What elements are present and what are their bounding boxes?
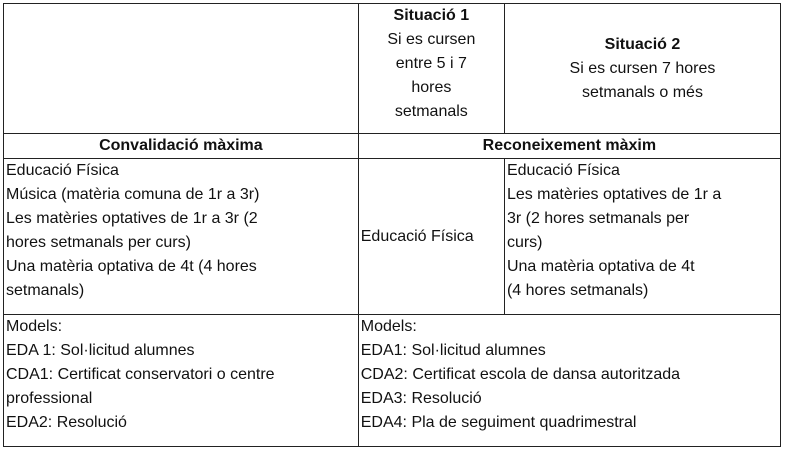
models-item: CDA1: Certificat conservatori o centre bbox=[6, 366, 275, 383]
subject-item: Les matèries optatives de 1r a 3r (2 bbox=[6, 210, 258, 227]
situacio-2-title: Situació 2 bbox=[604, 35, 681, 53]
situacio-1-desc-line: entre 5 i 7 bbox=[395, 55, 467, 72]
subject-item: curs) bbox=[506, 234, 543, 251]
situacio-1-title: Situació 1 bbox=[393, 7, 470, 24]
situacio-2-desc-line: setmanals o més bbox=[582, 83, 703, 101]
subject-item: setmanals) bbox=[6, 282, 85, 299]
reconeixement-sit2-subjects bbox=[504, 159, 780, 315]
models-item: EDA3: Resolució bbox=[360, 390, 482, 407]
convalidacio-header: Convalidació màxima bbox=[4, 134, 359, 159]
situacio-2-desc-line: Si es cursen 7 hores bbox=[569, 59, 716, 77]
models-item: Models: bbox=[6, 318, 63, 335]
models-item: EDA2: Resolució bbox=[6, 414, 127, 431]
empty-header-cell bbox=[4, 4, 359, 134]
subject-item: 3r (2 hores setmanals per bbox=[506, 210, 690, 227]
reconeixement-sit1-subjects bbox=[358, 159, 504, 315]
section-header-row bbox=[4, 134, 781, 159]
convalidacio-subjects bbox=[4, 159, 359, 315]
subjects-row bbox=[4, 159, 781, 315]
models-item: CDA2: Certificat escola de dansa autoritzada bbox=[360, 366, 681, 383]
models-row bbox=[4, 315, 781, 447]
subject-item: hores setmanals per curs) bbox=[6, 234, 191, 251]
models-right bbox=[358, 315, 780, 447]
models-item: Models: bbox=[360, 318, 417, 335]
convalidation-table bbox=[3, 3, 781, 447]
situacio-1-desc-line: hores bbox=[411, 79, 452, 96]
models-item: EDA 1: Sol·licitud alumnes bbox=[6, 342, 195, 359]
situacio-1-desc-line: Si es cursen bbox=[387, 31, 476, 48]
reconeixement-header: Reconeixement màxim bbox=[358, 134, 780, 159]
subject-item: Una matèria optativa de 4t bbox=[506, 258, 695, 275]
models-item: EDA1: Sol·licitud alumnes bbox=[360, 342, 546, 359]
models-item: EDA4: Pla de seguiment quadrimestral bbox=[360, 414, 637, 431]
subject-item: Educació Física bbox=[360, 227, 474, 245]
header-row bbox=[4, 4, 781, 134]
subject-item: Les matèries optatives de 1r a bbox=[506, 186, 722, 203]
situacio-1-header bbox=[358, 4, 504, 134]
subject-item: Una matèria optativa de 4t (4 hores bbox=[6, 258, 257, 275]
subject-item: (4 hores setmanals) bbox=[506, 282, 649, 299]
situacio-1-desc-line: setmanals bbox=[394, 103, 468, 120]
models-left bbox=[4, 315, 359, 447]
subject-item: Educació Física bbox=[6, 162, 119, 179]
subject-item: Educació Física bbox=[506, 162, 620, 179]
models-item: professional bbox=[6, 390, 93, 407]
subject-item: Música (matèria comuna de 1r a 3r) bbox=[6, 186, 260, 203]
situacio-2-header bbox=[504, 4, 780, 134]
